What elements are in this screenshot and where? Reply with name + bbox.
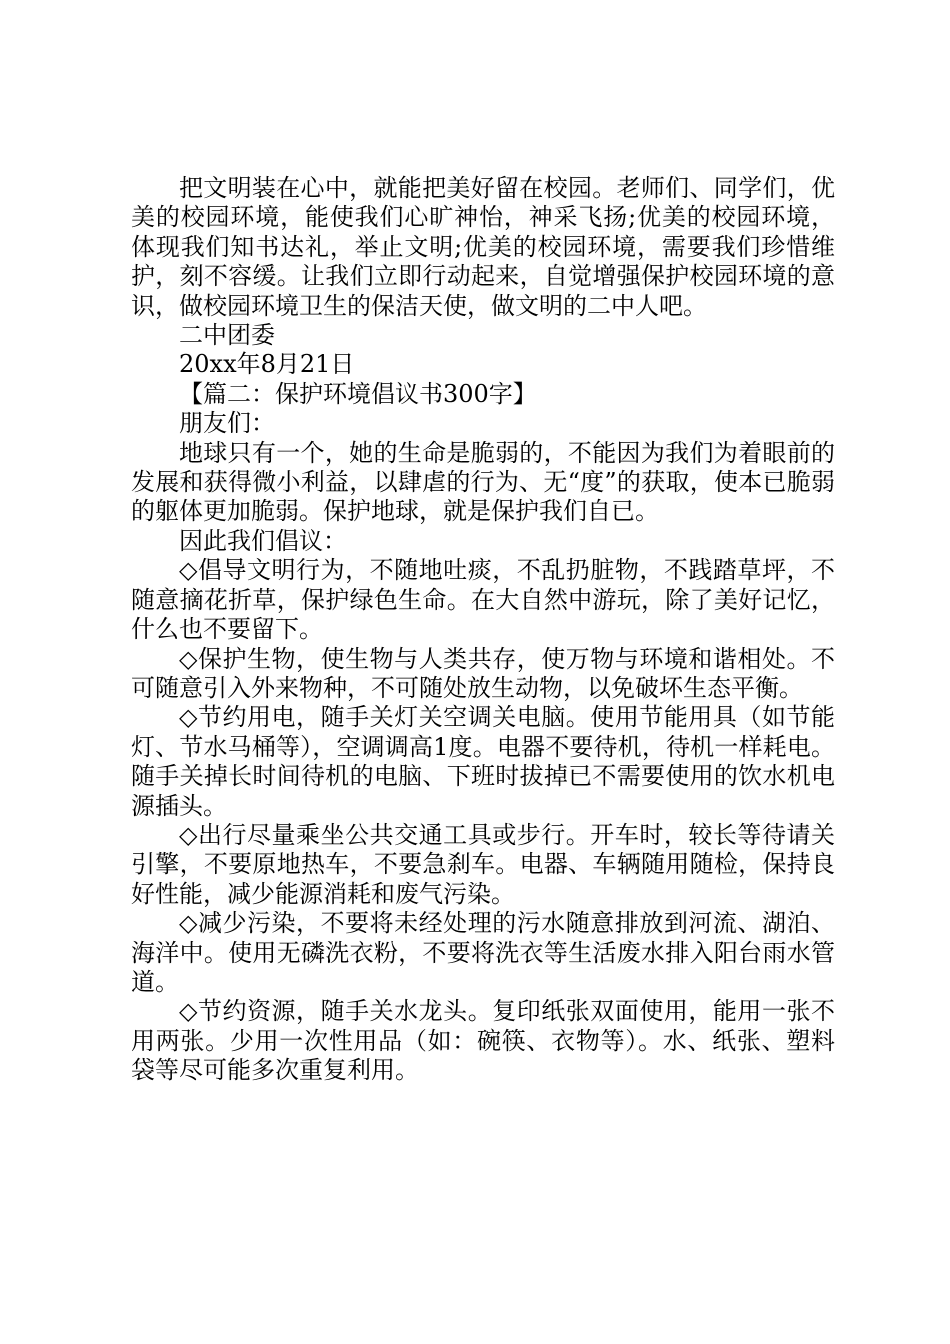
signature-date: 20xx年8月21日 bbox=[179, 350, 355, 379]
proposal-item-pollution: ◇减少污染，不要将未经处理的污水随意排放到河流、湖泊、海洋中。使用无磷洗衣粉，不要将洗衣等生活废水排入阳台雨水管道。 bbox=[131, 909, 835, 996]
paragraph-campus-civility: 把文明装在心中，就能把美好留在校园。老师们、同学们，优美的校园环境，能使我们心旷神怡，神采飞扬;优美的校园环境，体现我们知书达礼，举止文明;优美的校园环境，需要我们珍惜维护，刻不容缓。让我们立即行动起来，自觉增强保护校园环境的意识，做校园环境卫生的保洁天使，做文明的二中人吧。 bbox=[131, 174, 835, 320]
paragraph-earth: 地球只有一个，她的生命是脆弱的，不能因为我们为着眼前的发展和获得微小利益，以肆虐的行为、无“度”的获取，使本已脆弱的躯体更加脆弱。保护地球，就是保护我们自已。 bbox=[131, 438, 835, 526]
document-page bbox=[131, 174, 835, 1086]
section-heading: 【篇二：保护环境倡议书300字】 bbox=[179, 379, 537, 408]
signature-organization: 二中团委 bbox=[179, 321, 275, 350]
salutation: 朋友们： bbox=[179, 409, 275, 438]
proposal-item-electricity: ◇节约用电，随手关灯关空调关电脑。使用节能用具（如节能灯、节水马桶等），空调调高1度。电器不要待机，待机一样耗电。随手关掉长时间待机的电脑、下班时拔掉已不需要使用的饮水机电源插头。 bbox=[131, 703, 835, 820]
proposal-item-resources: ◇节约资源，随手关水龙头。复印纸张双面使用，能用一张不用两张。少用一次性用品（如：碗筷、衣物等）。水、纸张、塑料袋等尽可能多次重复利用。 bbox=[131, 997, 835, 1085]
proposal-item-transport: ◇出行尽量乘坐公共交通工具或步行。开车时，较长等待请关引擎，不要原地热车，不要急刹车。电器、车辆随用随检，保持良好性能，减少能源消耗和废气污染。 bbox=[131, 820, 835, 908]
paragraph-proposal-intro: 因此我们倡议： bbox=[179, 526, 347, 555]
proposal-item-civility: ◇倡导文明行为，不随地吐痰，不乱扔脏物，不践踏草坪，不随意摘花折草，保护绿色生命。在大自然中游玩，除了美好记忆，什么也不要留下。 bbox=[131, 556, 835, 644]
proposal-item-biology: ◇保护生物，使生物与人类共存，使万物与环境和谐相处。不可随意引入外来物种，不可随处放生动物，以免破坏生态平衡。 bbox=[131, 644, 835, 702]
